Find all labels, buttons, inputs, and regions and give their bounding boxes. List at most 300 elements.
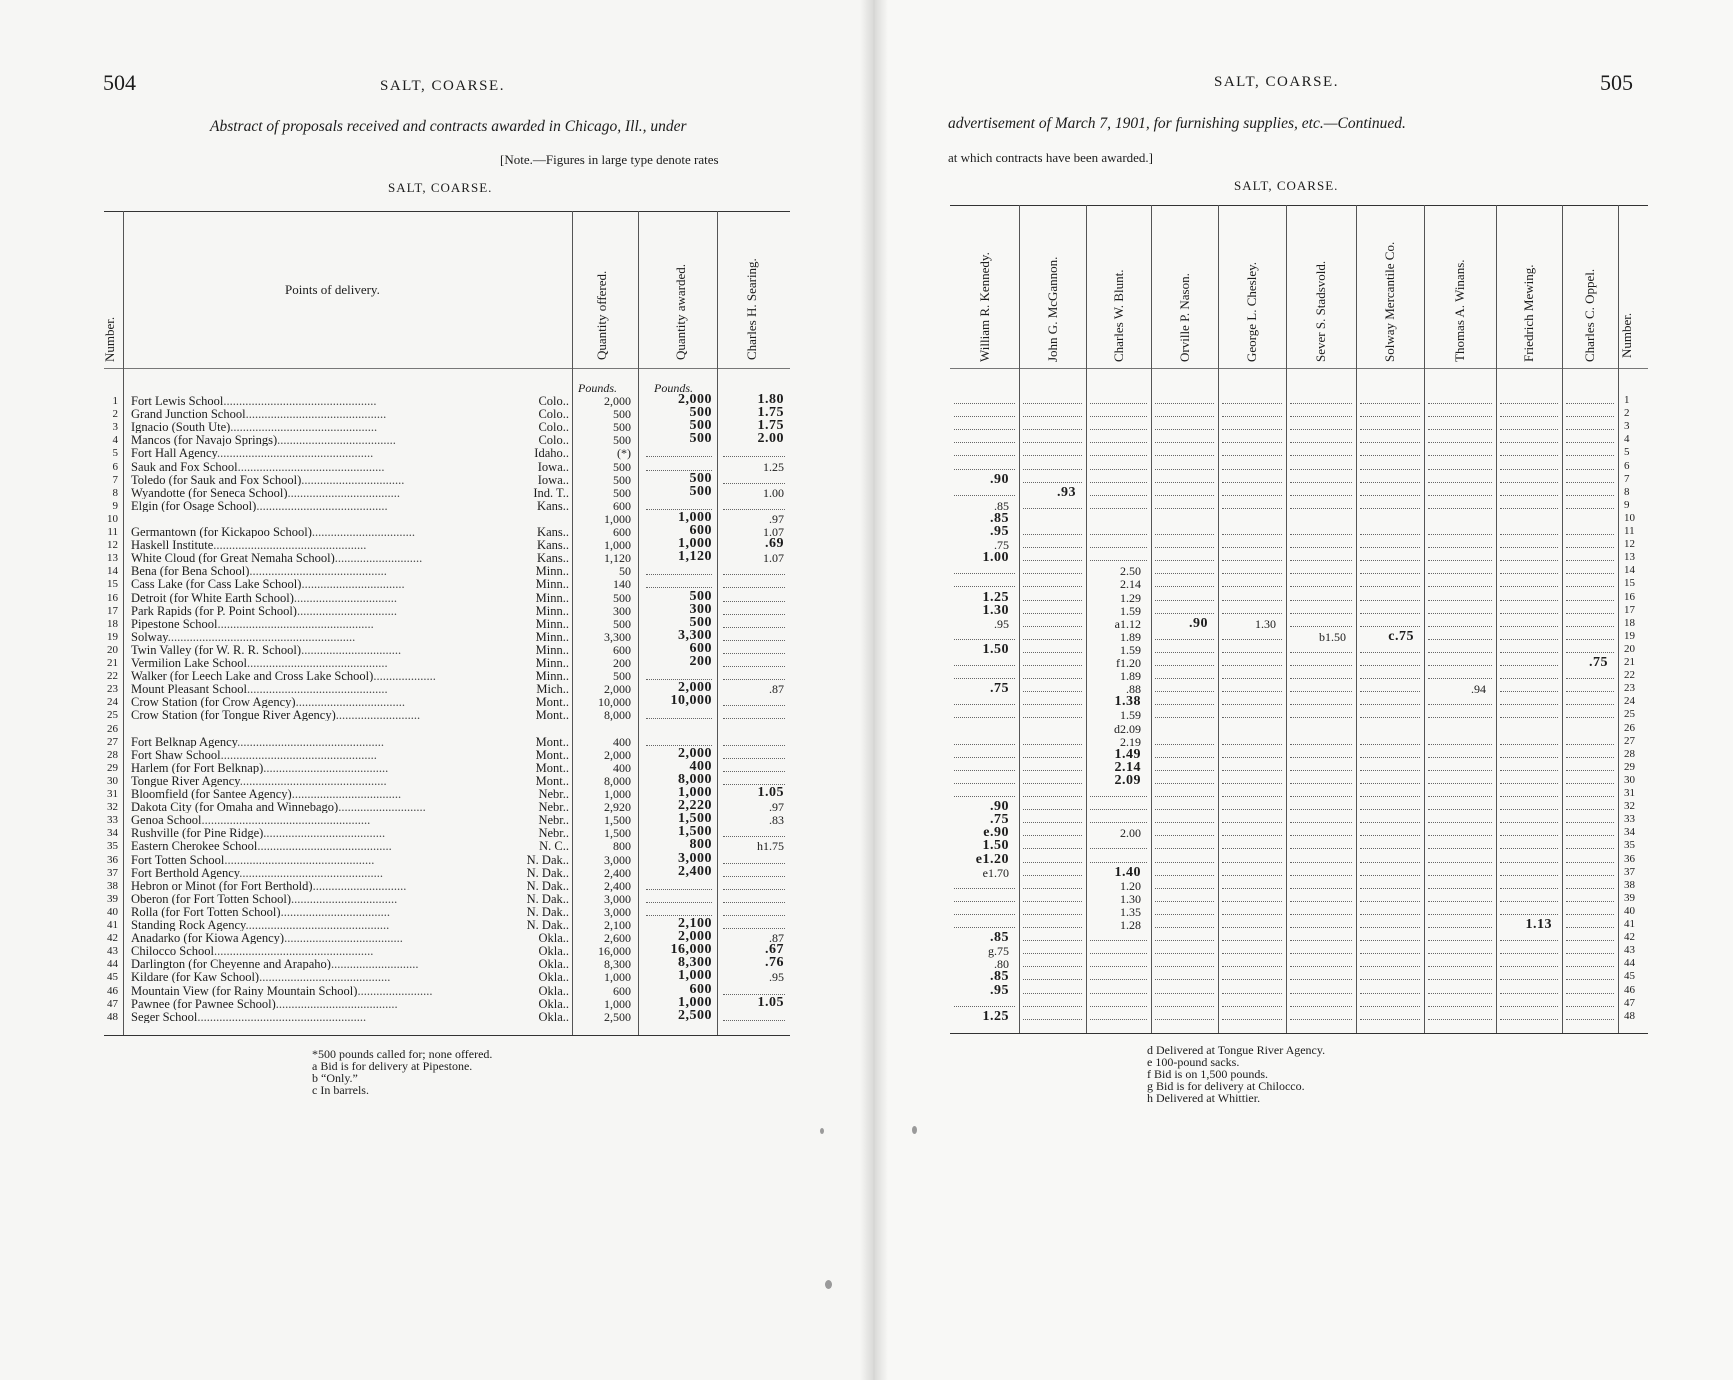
state: Minn.. xyxy=(505,592,569,604)
bidder-header: Thomas A. Winans. xyxy=(1452,259,1467,362)
empty-cell xyxy=(1023,993,1082,994)
bid-value: e1.70 xyxy=(982,866,1009,880)
row-number: 21 xyxy=(107,657,118,669)
table-row xyxy=(0,709,860,721)
empty-cell xyxy=(646,456,712,457)
bid-value: g.75 xyxy=(988,944,1009,958)
quantity-offered: 500 xyxy=(613,407,631,421)
empty-cell xyxy=(1222,888,1282,889)
quantity-offered: 8,300 xyxy=(604,957,631,971)
bid-value: .95 xyxy=(990,983,1009,998)
quantity-awarded: 3,000 xyxy=(678,851,712,866)
empty-cell xyxy=(1500,665,1558,666)
row-number: 30 xyxy=(1624,774,1635,786)
bidder-header: George L. Chesley. xyxy=(1244,261,1259,362)
row-number: 28 xyxy=(107,749,118,761)
row-number: 42 xyxy=(107,932,118,944)
empty-cell xyxy=(1222,848,1282,849)
row-number: 32 xyxy=(1624,800,1635,812)
row-number: 41 xyxy=(1624,918,1635,930)
table-row xyxy=(0,602,860,618)
quantity-offered: 500 xyxy=(613,591,631,605)
row-number: 44 xyxy=(107,958,118,970)
row-number: 21 xyxy=(1624,656,1635,668)
empty-cell xyxy=(954,1006,1015,1007)
row-number: 38 xyxy=(107,880,118,892)
empty-cell xyxy=(1222,639,1282,640)
empty-cell xyxy=(723,915,785,916)
place-name: Dakota City (for Omaha and Winnebago) xyxy=(131,801,339,813)
row-number: 43 xyxy=(1624,944,1635,956)
quantity-awarded: 2,400 xyxy=(678,864,712,879)
bid-value: .75 xyxy=(994,538,1009,552)
empty-cell xyxy=(1566,691,1614,692)
state: Mont.. xyxy=(505,775,569,787)
row-number: 29 xyxy=(1624,761,1635,773)
table-row xyxy=(0,995,860,1011)
place-name: Detroit (for White Earth School) xyxy=(131,592,294,604)
empty-cell xyxy=(1290,783,1352,784)
empty-cell xyxy=(1566,953,1614,954)
row-number: 8 xyxy=(1624,486,1630,498)
empty-cell xyxy=(1360,927,1420,928)
state: Colo.. xyxy=(505,421,569,433)
empty-cell xyxy=(1566,979,1614,980)
empty-cell xyxy=(1290,534,1352,535)
table-row xyxy=(0,968,860,984)
leader-dots: ................................. xyxy=(311,526,415,538)
leader-dots: .................................... xyxy=(287,487,400,499)
row-number: 7 xyxy=(112,474,118,486)
footnote: b “Only.” xyxy=(312,1071,358,1085)
empty-cell xyxy=(1566,482,1614,483)
right-page xyxy=(872,0,1733,1380)
empty-cell xyxy=(1428,809,1492,810)
table-row xyxy=(0,536,860,552)
row-number: 34 xyxy=(107,827,118,839)
row-number: 23 xyxy=(1624,682,1635,694)
empty-cell xyxy=(1222,1019,1282,1020)
state: Colo.. xyxy=(505,434,569,446)
empty-cell xyxy=(1360,875,1420,876)
place-name: Hebron or Minot (for Fort Berthold) xyxy=(131,880,313,892)
quantity-offered: 2,920 xyxy=(604,800,631,814)
leader-dots: ................................. xyxy=(293,592,398,604)
bid-value: 2.14 xyxy=(1114,760,1141,775)
empty-cell xyxy=(1222,455,1282,456)
table-top-rule-left xyxy=(104,211,790,212)
empty-cell xyxy=(1222,940,1282,941)
state: Iowa.. xyxy=(505,461,569,473)
quantity-offered: 3,000 xyxy=(604,853,631,867)
empty-cell xyxy=(954,416,1015,417)
empty-cell xyxy=(646,718,712,719)
empty-cell xyxy=(723,587,785,588)
empty-cell xyxy=(1155,652,1214,653)
row-number: 16 xyxy=(1624,591,1635,603)
row-number: 16 xyxy=(107,592,118,604)
empty-cell xyxy=(723,889,785,890)
row-number: 33 xyxy=(107,814,118,826)
empty-cell xyxy=(1155,875,1214,876)
row-number: 32 xyxy=(107,801,118,813)
empty-cell xyxy=(1566,403,1614,404)
state: Nebr.. xyxy=(505,788,569,800)
empty-cell xyxy=(1360,534,1420,535)
empty-cell xyxy=(1360,888,1420,889)
empty-cell xyxy=(723,627,785,628)
table-row xyxy=(872,577,1733,589)
units-offered: Pounds. xyxy=(578,381,617,395)
place-name: Wyandotte (for Seneca School) xyxy=(131,487,288,499)
empty-cell xyxy=(1566,796,1614,797)
bid-value: 1.59 xyxy=(1120,604,1141,618)
leader-dots: ............................................... xyxy=(239,775,387,787)
table-row xyxy=(0,880,860,892)
quantity-awarded: 1,500 xyxy=(678,824,712,839)
empty-cell xyxy=(1155,547,1214,548)
header-points: Points of delivery. xyxy=(285,282,380,297)
empty-cell xyxy=(723,640,785,641)
empty-cell xyxy=(723,614,785,615)
empty-cell xyxy=(1428,848,1492,849)
leader-dots: ............................ xyxy=(330,958,419,970)
leader-dots: ............................................. xyxy=(245,408,387,420)
quantity-awarded: 3,300 xyxy=(678,628,712,643)
empty-cell xyxy=(1428,495,1492,496)
empty-cell xyxy=(1290,796,1352,797)
table-row xyxy=(872,787,1733,799)
state: Mich.. xyxy=(505,683,569,695)
place-name: White Cloud (for Great Nemaha School) xyxy=(131,552,335,564)
row-number: 10 xyxy=(1624,512,1635,524)
empty-cell xyxy=(1500,678,1558,679)
empty-cell xyxy=(1023,600,1082,601)
empty-cell xyxy=(1222,429,1282,430)
empty-cell xyxy=(1023,416,1082,417)
empty-cell xyxy=(1360,560,1420,561)
empty-cell xyxy=(1428,875,1492,876)
empty-cell xyxy=(1428,1006,1492,1007)
empty-cell xyxy=(1290,809,1352,810)
empty-cell xyxy=(1360,547,1420,548)
bid-value: 2.14 xyxy=(1120,577,1141,591)
row-number: 40 xyxy=(107,906,118,918)
leader-dots: ................................ xyxy=(301,644,402,656)
state: Kans.. xyxy=(505,552,569,564)
quantity-offered: 140 xyxy=(613,577,631,591)
table-row xyxy=(872,407,1733,419)
quantity-awarded: 2,000 xyxy=(678,392,712,407)
bid-value: .97 xyxy=(769,800,784,814)
state: Okla.. xyxy=(505,945,569,957)
row-number: 22 xyxy=(107,670,118,682)
empty-cell xyxy=(1023,966,1082,967)
state: Iowa.. xyxy=(505,474,569,486)
empty-cell xyxy=(1290,940,1352,941)
empty-cell xyxy=(1428,455,1492,456)
empty-cell xyxy=(1428,796,1492,797)
empty-cell xyxy=(1500,469,1558,470)
empty-cell xyxy=(1566,822,1614,823)
empty-cell xyxy=(1090,809,1147,810)
empty-cell xyxy=(1155,573,1214,574)
state: Okla.. xyxy=(505,971,569,983)
empty-cell xyxy=(1090,455,1147,456)
quantity-offered: 600 xyxy=(613,499,631,513)
empty-cell xyxy=(1360,966,1420,967)
quantity-offered: 1,500 xyxy=(604,813,631,827)
leader-dots: ........................................... xyxy=(257,840,392,852)
empty-cell xyxy=(1360,848,1420,849)
place-name: Park Rapids (for P. Point School) xyxy=(131,605,297,617)
quantity-awarded: 8,000 xyxy=(678,772,712,787)
empty-cell xyxy=(1566,469,1614,470)
empty-cell xyxy=(1222,770,1282,771)
place-name: Rolla (for Fort Totten School) xyxy=(131,906,281,918)
quantity-awarded: 500 xyxy=(689,589,712,604)
bid-value: a1.12 xyxy=(1114,617,1141,631)
empty-cell xyxy=(1500,835,1558,836)
empty-cell xyxy=(1360,1006,1420,1007)
table-row xyxy=(0,471,860,487)
table-row xyxy=(0,929,860,945)
footnote: *500 pounds called for; none offered. xyxy=(312,1047,493,1061)
empty-cell xyxy=(1566,704,1614,705)
empty-cell xyxy=(1090,508,1147,509)
empty-cell xyxy=(1566,1019,1614,1020)
quantity-offered: 16,000 xyxy=(598,944,631,958)
empty-cell xyxy=(1500,403,1558,404)
quantity-offered: 3,000 xyxy=(604,905,631,919)
empty-cell xyxy=(1155,914,1214,915)
row-number: 26 xyxy=(107,723,118,735)
place-name: Vermilion Lake School xyxy=(131,657,247,669)
empty-cell xyxy=(1500,953,1558,954)
empty-cell xyxy=(1290,652,1352,653)
empty-cell xyxy=(1566,416,1614,417)
row-number: 3 xyxy=(1624,420,1630,432)
empty-cell xyxy=(1090,429,1147,430)
row-number: 5 xyxy=(112,447,118,459)
empty-cell xyxy=(1428,586,1492,587)
row-number: 35 xyxy=(1624,839,1635,851)
empty-cell xyxy=(1500,940,1558,941)
empty-cell xyxy=(1290,416,1352,417)
empty-cell xyxy=(1428,717,1492,718)
empty-cell xyxy=(723,745,785,746)
quantity-awarded: 600 xyxy=(689,641,712,656)
place-name: Harlem (for Fort Belknap) xyxy=(131,762,264,774)
bid-value: .85 xyxy=(990,511,1009,526)
bid-value: e.90 xyxy=(983,825,1009,840)
empty-cell xyxy=(1500,809,1558,810)
table-top-rule-right xyxy=(950,205,1648,206)
place-name: Ignacio (South Ute) xyxy=(131,421,231,433)
place-name: Tongue River Agency xyxy=(131,775,240,787)
empty-cell xyxy=(1023,901,1082,902)
empty-cell xyxy=(1290,993,1352,994)
table-row xyxy=(0,772,860,788)
leader-dots: ................................... xyxy=(280,906,390,918)
place-name: Fort Belknap Agency xyxy=(131,736,238,748)
empty-cell xyxy=(1222,534,1282,535)
quantity-offered: 2,500 xyxy=(604,1010,631,1024)
bid-value: 1.05 xyxy=(757,785,784,800)
empty-cell xyxy=(1290,495,1352,496)
empty-cell xyxy=(954,757,1015,758)
bid-value: 1.30 xyxy=(982,603,1009,618)
leader-dots: ................................................ xyxy=(224,854,375,866)
leader-dots: ........................................ xyxy=(263,762,389,774)
running-head-left: SALT, COARSE. xyxy=(380,78,505,94)
empty-cell xyxy=(723,771,785,772)
bid-value: .95 xyxy=(769,970,784,984)
table-row xyxy=(0,851,860,867)
bid-value: 1.25 xyxy=(763,460,784,474)
row-number: 27 xyxy=(1624,735,1635,747)
empty-cell xyxy=(1155,966,1214,967)
empty-cell xyxy=(1090,403,1147,404)
quantity-awarded: 2,220 xyxy=(678,798,712,813)
table-row xyxy=(872,748,1733,760)
empty-cell xyxy=(1023,469,1082,470)
empty-cell xyxy=(1566,809,1614,810)
empty-cell xyxy=(1222,495,1282,496)
empty-cell xyxy=(1222,822,1282,823)
state: Kans.. xyxy=(505,500,569,512)
quantity-awarded: 1,500 xyxy=(678,811,712,826)
empty-cell xyxy=(1566,914,1614,915)
empty-cell xyxy=(1428,822,1492,823)
leader-dots: .............................. xyxy=(312,880,407,892)
empty-cell xyxy=(1155,744,1214,745)
empty-cell xyxy=(1428,442,1492,443)
empty-cell xyxy=(1566,888,1614,889)
empty-cell xyxy=(1155,704,1214,705)
row-number: 19 xyxy=(1624,630,1635,642)
header-rule-right xyxy=(950,368,1648,369)
state: Okla.. xyxy=(505,958,569,970)
empty-cell xyxy=(1023,573,1082,574)
empty-cell xyxy=(1222,862,1282,863)
quantity-awarded: 1,000 xyxy=(678,785,712,800)
empty-cell xyxy=(1023,508,1082,509)
place-name: Cass Lake (for Cass Lake School) xyxy=(131,578,302,590)
empty-cell xyxy=(1428,469,1492,470)
quantity-offered: 500 xyxy=(613,486,631,500)
empty-cell xyxy=(1290,704,1352,705)
row-number: 34 xyxy=(1624,826,1635,838)
state: N. Dak.. xyxy=(505,906,569,918)
empty-cell xyxy=(1428,744,1492,745)
header-qty-awarded: Quantity awarded. xyxy=(673,263,688,360)
bid-value: d2.09 xyxy=(1114,722,1141,736)
place-name: Genoa School xyxy=(131,814,202,826)
table-row xyxy=(872,433,1733,445)
empty-cell xyxy=(1155,1019,1214,1020)
empty-cell xyxy=(1222,560,1282,561)
empty-cell xyxy=(1428,757,1492,758)
quantity-offered: 1,000 xyxy=(604,997,631,1011)
empty-cell xyxy=(1360,613,1420,614)
bid-value: 1.25 xyxy=(982,590,1009,605)
empty-cell xyxy=(1222,966,1282,967)
empty-cell xyxy=(1500,613,1558,614)
empty-cell xyxy=(1023,888,1082,889)
empty-cell xyxy=(1500,639,1558,640)
empty-cell xyxy=(1090,953,1147,954)
bidder-header: Solway Mercantile Co. xyxy=(1382,241,1397,362)
empty-cell xyxy=(1500,901,1558,902)
table-row xyxy=(0,1008,860,1024)
empty-cell xyxy=(1290,1006,1352,1007)
empty-cell xyxy=(1500,1006,1558,1007)
empty-cell xyxy=(1155,665,1214,666)
empty-cell xyxy=(1090,862,1147,863)
bid-value: 1.05 xyxy=(757,995,784,1010)
table-row xyxy=(0,549,860,565)
empty-cell xyxy=(1566,678,1614,679)
empty-cell xyxy=(1290,757,1352,758)
row-number: 39 xyxy=(1624,892,1635,904)
empty-cell xyxy=(1090,469,1147,470)
state: N. Dak.. xyxy=(505,867,569,879)
empty-cell xyxy=(1566,757,1614,758)
bid-value: 1.25 xyxy=(982,1009,1009,1024)
bid-value: .83 xyxy=(769,813,784,827)
quantity-offered: 2,000 xyxy=(604,682,631,696)
empty-cell xyxy=(1155,600,1214,601)
empty-cell xyxy=(1566,560,1614,561)
empty-cell xyxy=(1500,600,1558,601)
empty-cell xyxy=(1360,835,1420,836)
bid-value: .90 xyxy=(1189,616,1208,631)
quantity-offered: 800 xyxy=(613,839,631,853)
leader-dots: ................................................... xyxy=(213,945,374,957)
empty-cell xyxy=(1500,691,1558,692)
empty-cell xyxy=(1222,482,1282,483)
quantity-offered: 1,000 xyxy=(604,538,631,552)
empty-cell xyxy=(1360,482,1420,483)
leader-dots: ...................................................... xyxy=(197,1011,367,1023)
place-name: Sauk and Fox School xyxy=(131,461,238,473)
empty-cell xyxy=(1290,586,1352,587)
empty-cell xyxy=(1500,979,1558,980)
bidder-header: Friedrich Mewing. xyxy=(1521,264,1536,362)
row-number: 13 xyxy=(107,552,118,564)
empty-cell xyxy=(1500,783,1558,784)
empty-cell xyxy=(1566,717,1614,718)
empty-cell xyxy=(1023,547,1082,548)
empty-cell xyxy=(1155,586,1214,587)
state: Kans.. xyxy=(505,526,569,538)
empty-cell xyxy=(954,796,1015,797)
table-row xyxy=(872,722,1733,734)
empty-cell xyxy=(1290,678,1352,679)
bid-value: 1.80 xyxy=(757,392,784,407)
leader-dots: ............................................................ xyxy=(167,631,356,643)
empty-cell xyxy=(1360,796,1420,797)
place-name: Fort Hall Agency xyxy=(131,447,217,459)
bid-value: 1.30 xyxy=(1255,617,1276,631)
empty-cell xyxy=(1222,875,1282,876)
empty-cell xyxy=(1023,429,1082,430)
place-name: Germantown (for Kickapoo School) xyxy=(131,526,312,538)
bid-value: 1.75 xyxy=(757,405,784,420)
bid-value: .87 xyxy=(769,682,784,696)
state: Minn.. xyxy=(505,631,569,643)
